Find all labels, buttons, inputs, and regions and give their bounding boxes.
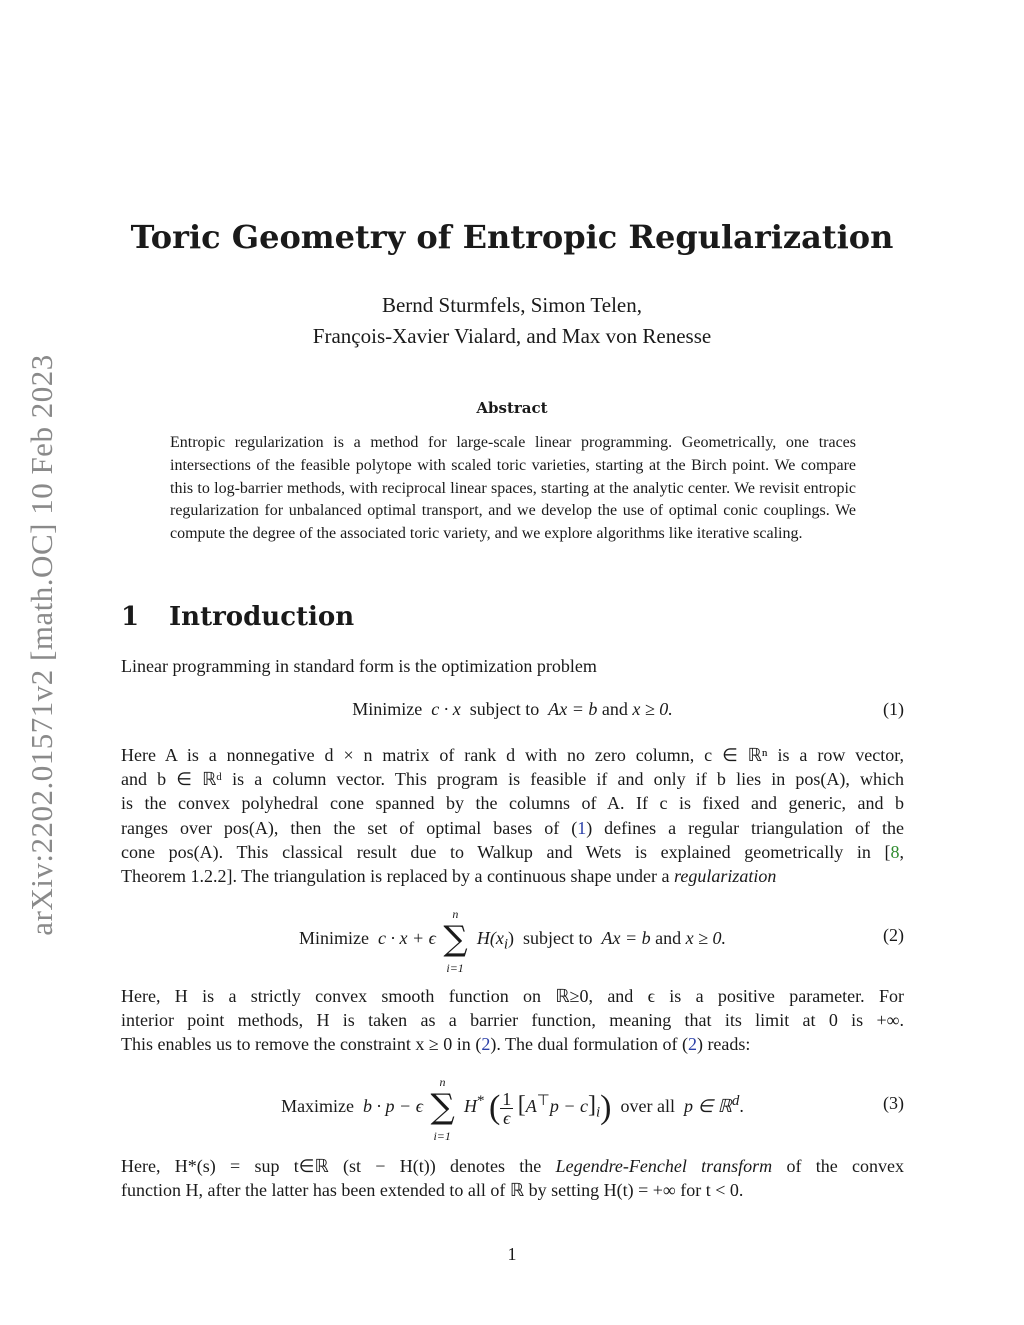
intro-paragraph: Linear programming in standard form is the optimization problem <box>121 656 597 676</box>
sum-symbol: n ∑ i=1 <box>443 907 468 975</box>
para2-line-6: Theorem 1.2.2]. The triangulation is replaced by a continuous shape under a regularization <box>121 866 777 887</box>
equation-1-label: (1) <box>883 699 904 719</box>
equation-3-body: Maximize b · p − ϵ n ∑ i=1 H* ( $\frac{1}{\epsilon}$ $[A^⊤p - c]_i$) over all p ∈ ℝ$^d$. <box>281 1075 744 1143</box>
para4-line-2: function H, after the latter has been extended to all of ℝ by setting H(t) = +∞ for t < 0. <box>121 1180 744 1201</box>
para2-line-5: cone pos(A). This classical result due to Walkup and Wets is explained geometrically in [8, <box>121 841 904 862</box>
equation-2-label: (2) <box>883 925 904 945</box>
equation-3-label: (3) <box>883 1093 904 1113</box>
para2-line-2: and b ∈ ℝᵈ is a column vector. This program is feasible if and only if b lies in pos(A), which <box>121 769 904 790</box>
author-list <box>0 290 1024 352</box>
sum-symbol: n ∑ i=1 <box>430 1075 455 1143</box>
paper-title: Toric Geometry of Entropic Regularization <box>130 218 894 256</box>
para3-line-3: This enables us to remove the constraint x ≥ 0 in (2). The dual formulation of (2) reads: <box>121 1034 751 1055</box>
equation-ref-link[interactable]: 1 <box>577 817 587 838</box>
authors-line-1: Bernd Sturmfels, Simon Telen, <box>381 293 643 317</box>
paragraph-3 <box>121 984 904 1057</box>
page-number: 1 <box>507 1244 517 1264</box>
abstract-text: Entropic regularization is a method for large-scale linear programming. Geometrically, one traces intersections of the feasible polytope with scaled toric varieties, starting at the Birch point. We compare this to log-barrier methods, with reciprocal linear spaces, starting at the analytic center. We revisit entropic regularization for unbalanced optimal transport, and we develop the use of optimal conic couplings. We compute the degree of the associated toric variety, and we explore algorithms like iterative scaling. <box>170 434 856 543</box>
para2-line-3: is the convex polyhedral cone spanned by the columns of A. If c is fixed and generic, and b <box>121 793 904 814</box>
para4-line-1: Here, H*(s) = sup t∈ℝ (st − H(t)) denotes the Legendre-Fenchel transform of the convex <box>121 1156 905 1176</box>
equation-1-body: Minimize c · x subject to Ax = b and x ≥ 0. <box>352 699 673 719</box>
abstract-heading: Abstract <box>476 399 548 417</box>
equation-1 <box>121 699 904 739</box>
equation-2-body: Minimize c · x + ϵ n ∑ i=1 $H(x_i)$ subject to Ax = b and x ≥ 0. <box>298 907 727 975</box>
section-title: Introduction <box>169 602 355 632</box>
authors-line-2: François-Xavier Vialard, and Max von Renesse <box>312 324 712 348</box>
equation-3 <box>121 1075 904 1143</box>
equation-2 <box>121 907 904 975</box>
section-heading <box>121 602 354 632</box>
para2-line-1: Here A is a nonnegative d × n matrix of rank d with no zero column, c ∈ ℝⁿ is a row vector, <box>121 745 904 765</box>
para2-line-4: ranges over pos(A), then the set of optimal bases of (1) defines a regular triangulation of the <box>121 817 904 838</box>
arxiv-stamp: arXiv:2202.01571v2 [math.OC] 10 Feb 2023 <box>24 354 59 936</box>
section-number: 1 <box>121 602 140 632</box>
citation-link[interactable]: 8 <box>890 841 900 862</box>
emphasis-term: regularization <box>674 866 777 887</box>
paragraph-2 <box>121 743 904 888</box>
equation-ref-link[interactable]: 2 <box>687 1034 697 1055</box>
paragraph-4 <box>121 1154 904 1202</box>
para3-line-2: interior point methods, H is taken as a barrier function, meaning that its limit at 0 is +∞. <box>121 1010 904 1031</box>
fraction: $\frac{1}{\epsilon}$ <box>502 1088 512 1128</box>
emphasis-term: Legendre-Fenchel transform <box>555 1156 773 1176</box>
equation-ref-link[interactable]: 2 <box>481 1034 491 1055</box>
para3-line-1: Here, H is a strictly convex smooth function on ℝ≥0, and ϵ is a positive parameter. For <box>121 986 904 1006</box>
